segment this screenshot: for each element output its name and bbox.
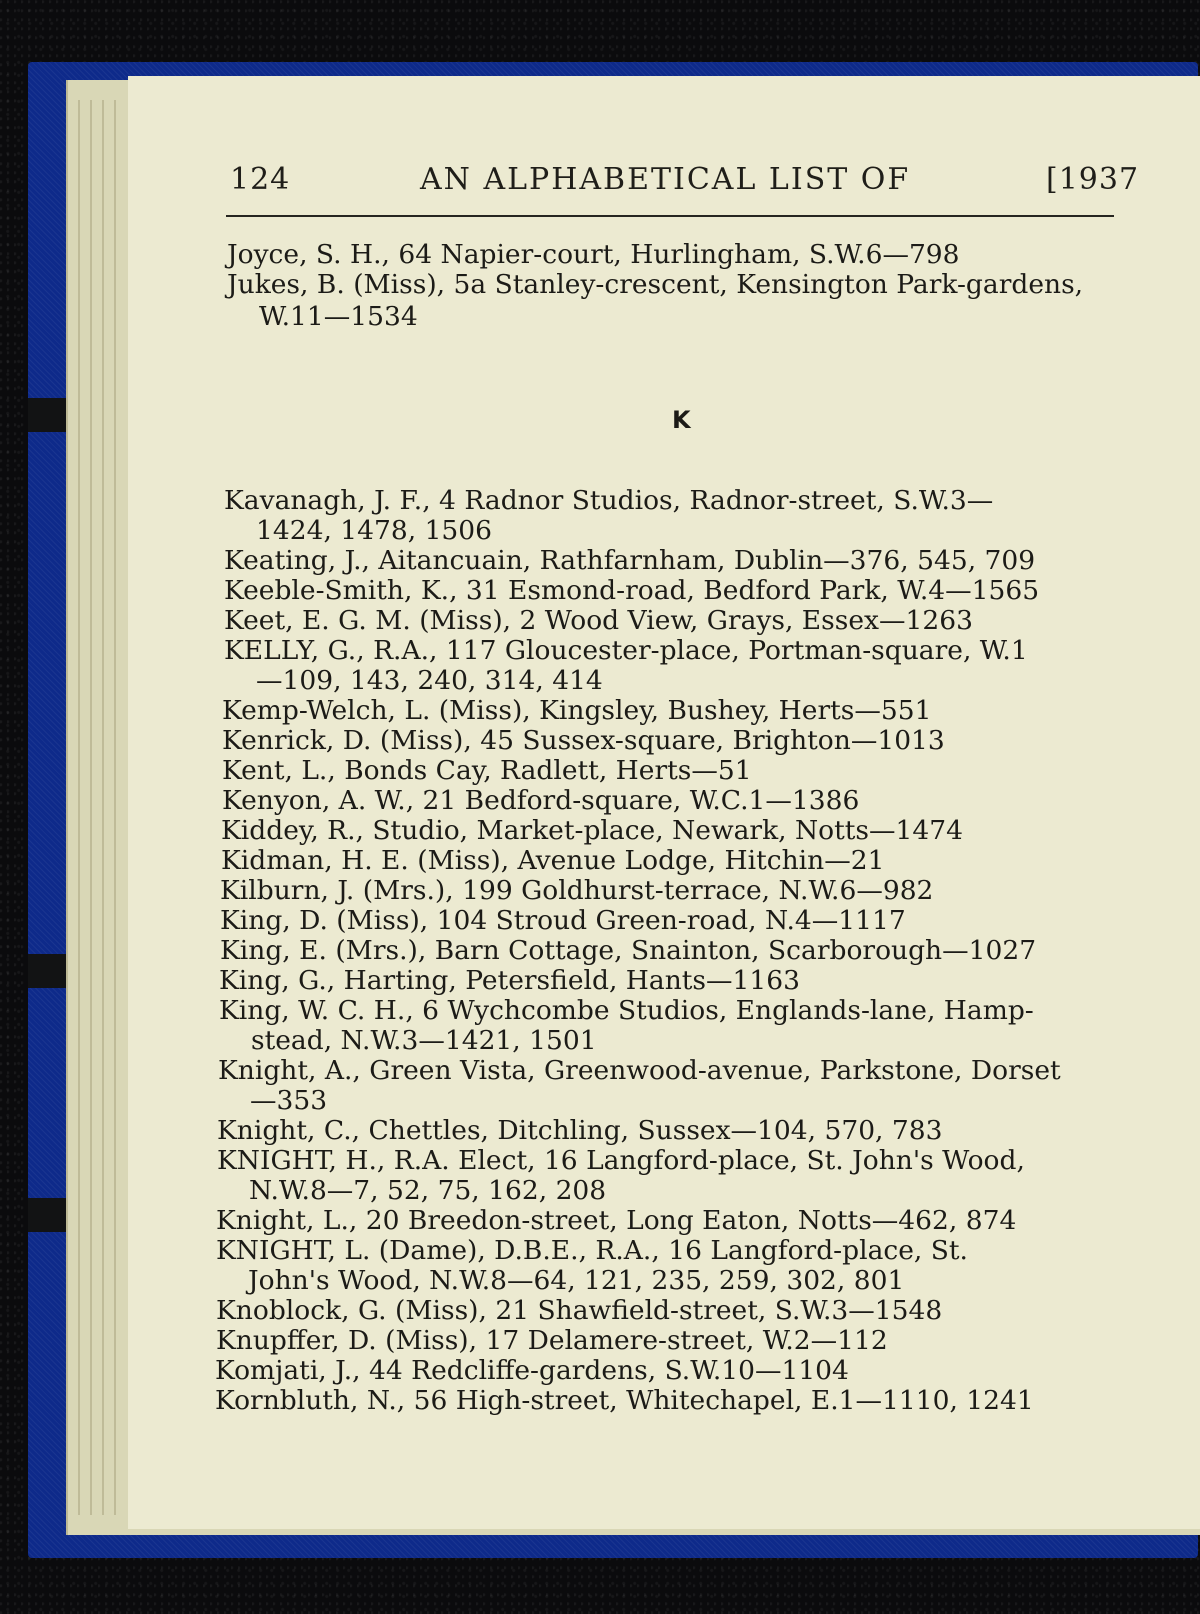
entry-list [128, 76, 1200, 1529]
list-entry: Kidman, H. E. (Miss), Avenue Lodge, Hitchin—21 [221, 845, 885, 876]
list-entry: Komjati, J., 44 Redcliffe-gardens, S.W.10—1104 [215, 1355, 849, 1386]
list-entry: Keet, E. G. M. (Miss), 2 Wood View, Grays, Essex—1263 [224, 605, 973, 636]
list-entry: Kavanagh, J. F., 4 Radnor Studios, Radnor-street, S.W.3— [224, 485, 994, 516]
list-entry: Keating, J., Aitancuain, Rathfarnham, Dublin—376, 545, 709 [224, 545, 1036, 576]
list-entry: Knoblock, G. (Miss), 21 Shawfield-street, S.W.3—1548 [216, 1295, 943, 1326]
list-entry: Knight, C., Chettles, Ditchling, Sussex—104, 570, 783 [217, 1115, 943, 1146]
list-entry: Knupffer, D. (Miss), 17 Delamere-street, W.2—112 [216, 1325, 888, 1356]
list-entry: Kiddey, R., Studio, Market-place, Newark, Notts—1474 [221, 815, 963, 846]
page-number: 124 [230, 162, 291, 197]
list-entry: King, G., Harting, Petersfield, Hants—1163 [219, 965, 800, 996]
list-entry: Joyce, S. H., 64 Napier-court, Hurlingham, S.W.6—798 [227, 239, 960, 270]
list-entry: Knight, L., 20 Breedon-street, Long Eaton, Notts—462, 874 [216, 1205, 1017, 1236]
list-entry: KNIGHT, H., R.A. Elect, 16 Langford-place, St. John's Wood, [217, 1145, 1025, 1176]
book-page [128, 76, 1200, 1529]
list-entry-continuation: stead, N.W.3—1421, 1501 [251, 1025, 597, 1056]
list-entry: Kemp-Welch, L. (Miss), Kingsley, Bushey, Herts—551 [222, 695, 932, 726]
list-entry-continuation: N.W.8—7, 52, 75, 162, 208 [249, 1175, 607, 1206]
list-entry-continuation: —353 [250, 1085, 328, 1116]
list-entry: King, D. (Miss), 104 Stroud Green-road, N.4—1117 [220, 905, 906, 936]
list-entry-continuation: John's Wood, N.W.8—64, 121, 235, 259, 302, 801 [248, 1265, 905, 1296]
list-entry: Jukes, B. (Miss), 5a Stanley-crescent, Kensington Park-gardens, [227, 269, 1084, 300]
list-entry: Knight, A., Green Vista, Greenwood-avenue, Parkstone, Dorset [218, 1055, 1061, 1086]
list-entry: Kilburn, J. (Mrs.), 199 Goldhurst-terrace, N.W.6—982 [220, 875, 934, 906]
list-entry: King, W. C. H., 6 Wychcombe Studios, Englands-lane, Hamp- [219, 995, 1034, 1026]
list-entry: Kornbluth, N., 56 High-street, Whitechapel, E.1—1110, 1241 [215, 1385, 1034, 1416]
list-entry: Kenrick, D. (Miss), 45 Sussex-square, Brighton—1013 [222, 725, 945, 756]
list-entry-continuation: —109, 143, 240, 314, 414 [256, 665, 603, 696]
list-entry: Kenyon, A. W., 21 Bedford-square, W.C.1—1386 [222, 785, 860, 816]
list-entry: Kent, L., Bonds Cay, Radlett, Herts—51 [222, 755, 752, 786]
list-entry: King, E. (Mrs.), Barn Cottage, Snainton, Scarborough—1027 [220, 935, 1037, 966]
list-entry: Keeble-Smith, K., 31 Esmond-road, Bedford Park, W.4—1565 [224, 575, 1040, 606]
list-entry-continuation: 1424, 1478, 1506 [256, 515, 493, 546]
list-entry: KNIGHT, L. (Dame), D.B.E., R.A., 16 Langford-place, St. [216, 1235, 968, 1266]
list-entry: KELLY, G., R.A., 117 Gloucester-place, Portman-square, W.1 [224, 635, 1028, 666]
list-entry-continuation: W.11—1534 [259, 301, 418, 332]
section-letter: K [672, 406, 691, 434]
year-marker: [1937 [1046, 162, 1140, 197]
running-title: AN ALPHABETICAL LIST OF [420, 162, 911, 197]
